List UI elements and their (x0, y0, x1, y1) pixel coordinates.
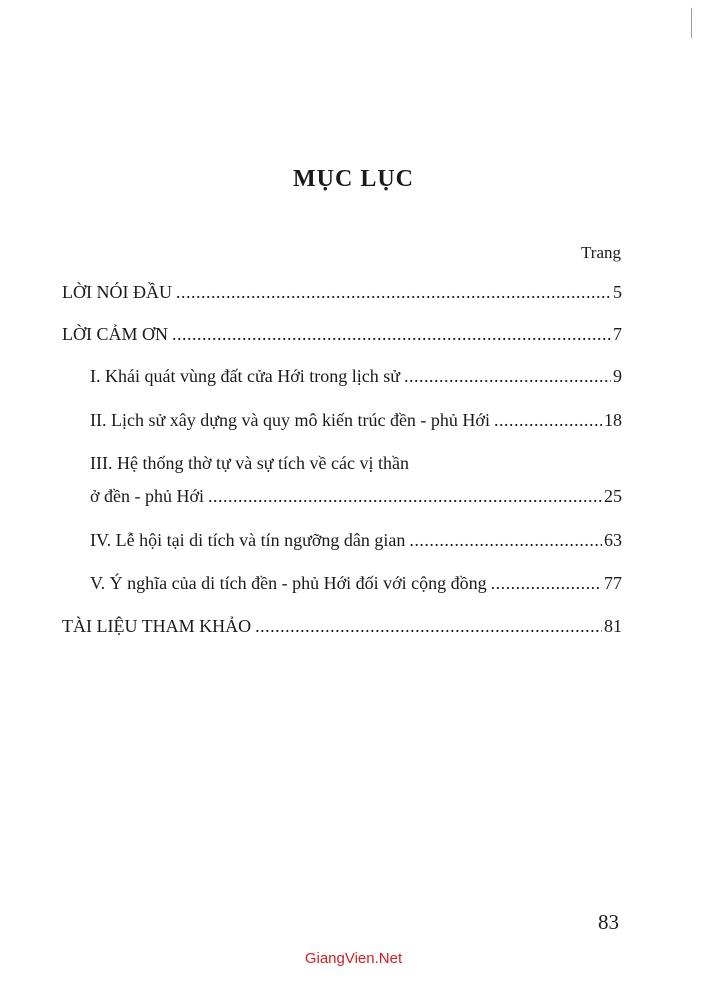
toc-leader-dots (409, 530, 602, 551)
toc-entry-page: 9 (613, 366, 622, 386)
toc-leader-dots (255, 616, 602, 637)
toc-entry-text: I. Khái quát vùng đất cửa Hới trong lịch sử (90, 366, 400, 386)
toc-entry-page: 81 (604, 616, 622, 636)
toc-entry-acknowledgements (62, 324, 622, 345)
toc-leader-dots (491, 573, 602, 594)
toc-entry-text: II. Lịch sử xây dựng và quy mô kiến trúc đền - phủ Hới (90, 410, 490, 430)
watermark-text: GiangVien.Net (304, 950, 403, 967)
toc-leader-dots (208, 486, 602, 507)
toc-entry-page: 7 (613, 324, 622, 344)
toc-entry-preface (62, 282, 622, 303)
toc-entry-page: 63 (604, 530, 622, 550)
toc-leader-dots (494, 410, 602, 431)
toc-entry-page: 5 (613, 282, 622, 302)
toc-leader-dots (404, 366, 611, 387)
toc-entry-chapter-3-line1: III. Hệ thống thờ tự và sự tích về các vị thần (90, 453, 409, 473)
toc-entry-text: V. Ý nghĩa của di tích đền - phủ Hới đối với cộng đồng (90, 573, 487, 593)
scan-edge-mark (691, 8, 692, 38)
toc-entry-text: ở đền - phủ Hới (90, 486, 205, 506)
toc-entry-page: 25 (604, 486, 622, 506)
page-number: 83 (598, 910, 619, 934)
toc-entry-page: 18 (604, 410, 622, 430)
toc-entry-chapter-1 (90, 366, 622, 387)
page-column-label: Trang (581, 243, 621, 262)
toc-entry-chapter-2 (90, 410, 622, 431)
toc-entry-text: TÀI LIỆU THAM KHẢO (62, 616, 252, 636)
toc-entry-references (62, 616, 622, 637)
toc-leader-dots (176, 282, 611, 303)
toc-entry-chapter-4 (90, 530, 622, 551)
toc-entry-text: LỜI CẢM ƠN (62, 324, 168, 344)
toc-leader-dots (172, 324, 611, 345)
toc-entry-text: LỜI NÓI ĐẦU (62, 282, 172, 302)
page-title: MỤC LỤC (293, 166, 414, 192)
toc-entry-chapter-3 (90, 486, 622, 507)
toc-entry-chapter-5 (90, 573, 622, 594)
toc-entry-page: 77 (604, 573, 622, 593)
toc-entry-text: IV. Lễ hội tại di tích và tín ngưỡng dân gian (90, 530, 406, 550)
